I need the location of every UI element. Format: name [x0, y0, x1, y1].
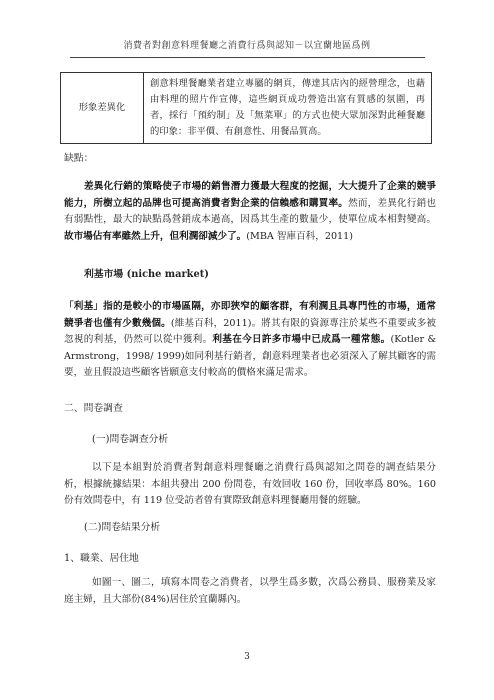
strategy-table [60, 72, 432, 144]
paragraph-differentiation [64, 179, 436, 245]
bold-text: 差異化行銷的策略使子市場的銷售潛力獲最大程度的挖掘，大大提升了企業的競爭能力，所樹立起的品牌也可提高消費者對企業的信賴感和購買率。 [64, 181, 436, 209]
table-label-cell: 形象差異化 [61, 73, 144, 144]
subsection-heading-results: (二)問卷結果分析 [84, 522, 161, 533]
shortcoming-heading: 缺點： [64, 153, 94, 164]
paragraph-occupation: 如圖一、圖二，填寫本問卷之消費者，以學生爲多數，次爲公務員、服務業及家庭主婦，且大部份(84%)居住於宜蘭縣內。 [64, 577, 436, 605]
bold-text: 利基在今日許多市場中已成爲一種常態。 [212, 334, 391, 345]
table-row [61, 73, 432, 144]
subsection-heading-analysis: (一)問卷調查分析 [92, 434, 169, 445]
running-header: 消費者對創意料理餐廳之消費行爲與認知－以宜蘭地區爲例 [123, 41, 371, 51]
header-rule [70, 57, 425, 58]
niche-market-heading [84, 268, 209, 282]
citation-text: (MBA 智庫百科，2011) [246, 230, 354, 242]
body-text: (維基百科，2011)。將其有限的資源專注於某些不重要或多被忽視的利基，仍然可以從中獲利。 [64, 317, 437, 345]
item-heading-occupation: 1、職業、居住地 [64, 553, 139, 564]
bold-text: 故市場佔有率雖然上升，但利潤卻減少了。 [64, 230, 247, 242]
paragraph-niche [64, 299, 436, 382]
bold-text: 「利基」指的是較小的市場區隔，亦即狹窄的顧客群，有利潤且具專門性的市場，通常競爭者也僅有少數幾個。 [64, 301, 436, 329]
citation-text: (Kotler & Armstrong，1998/ 1999)如同利基行銷者，創意料理業者也必須深入了解其顧客的需要，並且假設這些顧客皆願意支付較高的價格來滿足需求。 [64, 334, 437, 378]
body-text: 然而，差異化行銷也有弱點性，最大的缺點爲營銷成本過高，因爲其生產的數量少，使單位成本相對變高。 [64, 197, 437, 225]
table-description-cell: 創意料理餐廳業者建立專屬的網頁，傳達其店內的經營理念，也藉由料理的照片作宣傳，這些網頁成功營造出富有質感的氛圍，再者，採行「預約制」及「無菜單」的方式也使大眾加深對此種餐廳的印象：非平價、有創意性、用餐品質高。 [144, 73, 432, 144]
page-number: 3 [244, 652, 250, 662]
section-heading-survey: 二、問卷調查 [64, 403, 123, 414]
paragraph-survey-results: 以下是本組對於消費者對創意料理餐廳之消費行爲與認知之問卷的調查結果分析，根據統據結果：本組共發出 200 份問卷，有效回收 160 份，回收率爲 80%。160 份有效問卷中，有 119 位受訪者曾有實際致創意料理餐廳用餐的經驗。 [64, 462, 436, 506]
niche-heading-text: 利基市場 (niche market) [84, 269, 209, 280]
